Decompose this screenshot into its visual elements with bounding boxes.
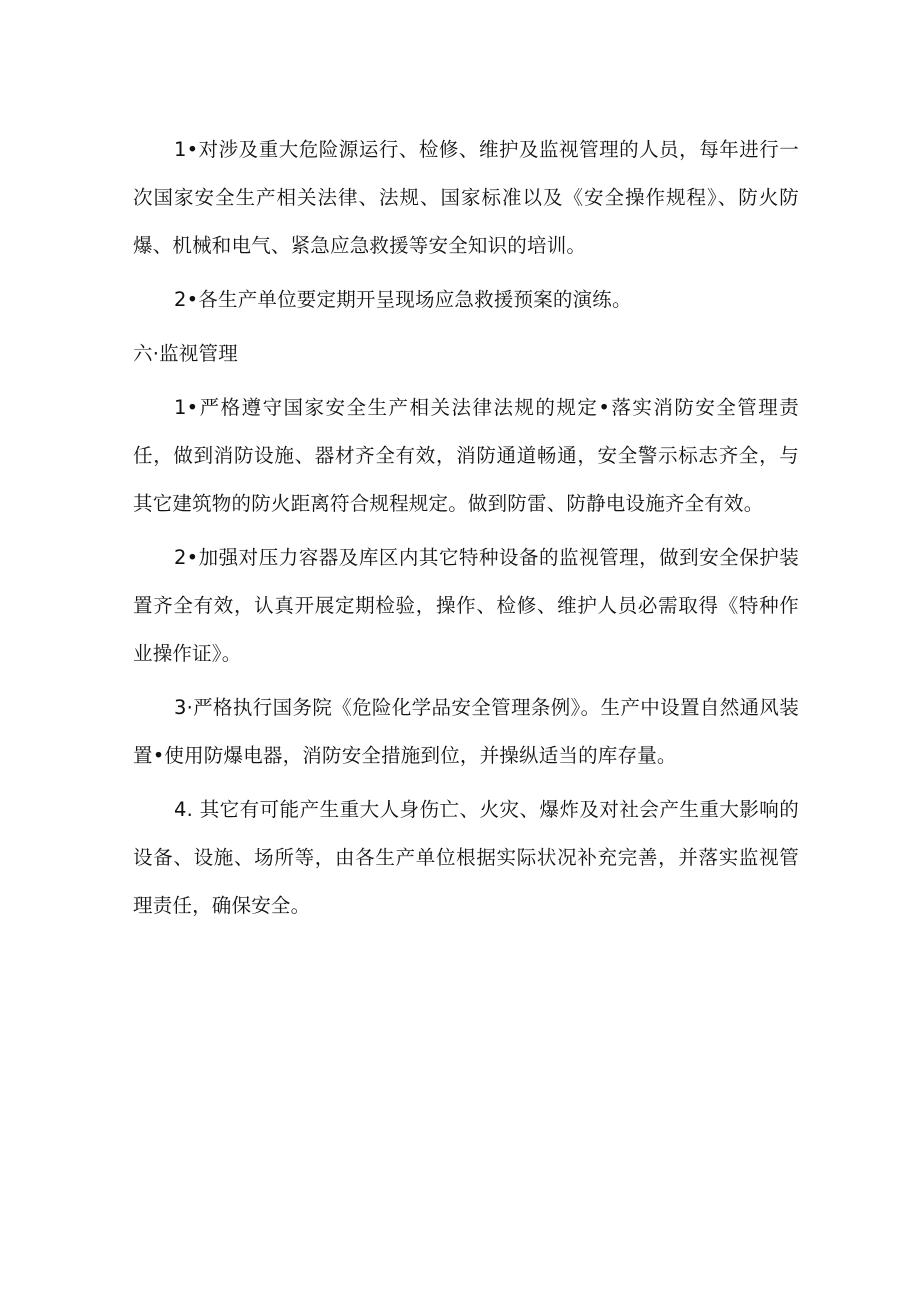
other-hazards-paragraph: 4. 其它有可能产生重大人身伤亡、火灾、爆炸及对社会产生重大影响的设备、设施、场所等，由各生产单位根据实际状况补充完善，并落实监视管理责任，确保安全。 bbox=[133, 798, 799, 917]
fire-safety-paragraph: 1•严格遵守国家安全生产相关法律法规的规定•落实消防安全管理责任，做到消防设施、器材齐全有效，消防通道畅通，安全警示标志齐全，与其它建筑物的防火距离符合规程规定。做到防雷、防静电设施齐全有效。 bbox=[133, 396, 799, 515]
section-heading: 六·监视管理 bbox=[133, 342, 238, 365]
training-paragraph: 1•对涉及重大危险源运行、检修、维护及监视管理的人员，每年进行一次国家安全生产相关法律、法规、国家标准以及《安全操作规程》、防火防爆、机械和电气、紧急应急救援等安全知识的培训。 bbox=[133, 138, 799, 257]
drill-paragraph: 2•各生产单位要定期开呈现场应急救援预案的演练。 bbox=[174, 288, 632, 311]
pressure-vessel-paragraph: 2•加强对压力容器及库区内其它特种设备的监视管理，做到安全保护装置齐全有效，认真开展定期检验，操作、检修、维护人员必需取得《特种作业操作证》。 bbox=[133, 546, 799, 665]
document-body bbox=[133, 126, 799, 930]
chemical-regulation-paragraph: 3·严格执行国务院《危险化学品安全管理条例》。生产中设置自然通风装置•使用防爆电器，消防安全措施到位，并操纵适当的库存量。 bbox=[133, 696, 799, 767]
